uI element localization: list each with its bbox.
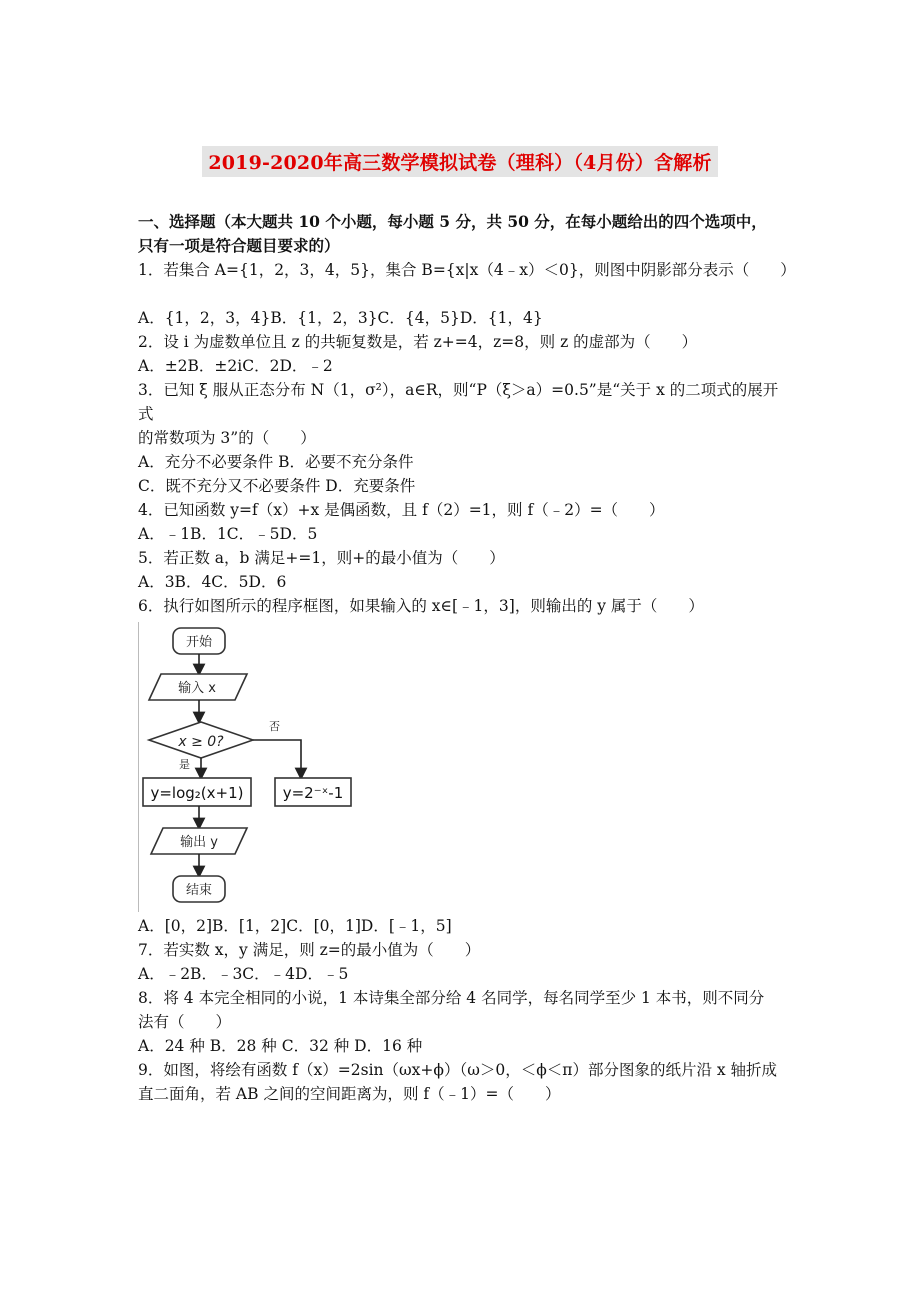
q3-stem-line1: 3．已知 ξ 服从正态分布 N（1，σ²），a∈R，则“P（ξ＞a）=0.5”是“关于 x 的二项式的展开式	[138, 381, 779, 423]
flow-no-label: 否	[269, 720, 280, 733]
document-body	[138, 210, 796, 1106]
flow-yes-box-label: y=log₂(x+1)	[150, 784, 244, 802]
q3-options-line2: C．既不充分又不必要条件 D．充要条件	[138, 477, 416, 495]
q8-options: A．24 种 B．28 种 C．32 种 D．16 种	[138, 1037, 423, 1055]
q7-stem: 7．若实数 x，y 满足，则 z=的最小值为（ ）	[138, 941, 481, 959]
q9-stem-line1: 9．如图，将绘有函数 f（x）=2sin（ωx+ϕ）（ω＞0，＜ϕ＜π）部分图象的纸片沿 x 轴折成	[138, 1061, 778, 1079]
flow-output-label: 输出 y	[180, 835, 218, 850]
q5-options: A．3B．4C．5D．6	[138, 573, 287, 591]
q8-stem-line1: 8．将 4 本完全相同的小说，1 本诗集全部分给 4 名同学，每名同学至少 1 本书，则不同分	[138, 989, 765, 1007]
q3-stem-line2: 的常数项为 3”的（ ）	[138, 429, 316, 447]
q8-stem-line2: 法有（ ）	[138, 1013, 232, 1031]
flow-input-label: 输入 x	[178, 681, 216, 696]
q4-options: A．﹣1B．1C．﹣5D．5	[138, 525, 318, 543]
q4-stem: 4．已知函数 y=f（x）+x 是偶函数，且 f（2）=1，则 f（﹣2）=（ ）	[138, 501, 665, 519]
q3-options-line1: A．充分不必要条件 B．必要不充分条件	[138, 453, 414, 471]
q5-stem: 5．若正数 a，b 满足+=1，则+的最小值为（ ）	[138, 549, 505, 567]
flowchart-svg	[139, 622, 359, 912]
flow-decision-label: x ≥ 0?	[178, 734, 224, 750]
document-title-wrap	[0, 146, 920, 177]
q6-stem: 6．执行如图所示的程序框图，如果输入的 x∈[﹣1，3]，则输出的 y 属于（ ）	[138, 597, 704, 615]
q6-options: A．[0，2]B．[1，2]C．[0，1]D．[﹣1，5]	[138, 917, 452, 935]
document-title: 2019-2020年高三数学模拟试卷（理科）（4月份）含解析	[202, 146, 717, 177]
flow-no-box-label: y=2⁻ˣ-1	[282, 784, 344, 802]
section-heading-line2: 只有一项是符合题目要求的）	[138, 236, 340, 255]
flowchart	[138, 622, 359, 912]
flow-yes-label: 是	[179, 758, 190, 771]
q1-options: A．{1，2，3，4}B．{1，2，3}C．{4，5}D．{1，4}	[138, 309, 543, 327]
q2-stem: 2．设 i 为虚数单位且 z 的共轭复数是，若 z+=4，z=8，则 z 的虚部为（ ）	[138, 333, 698, 351]
q1-stem: 1．若集合 A={1，2，3，4，5}，集合 B={x|x（4﹣x）＜0}，则图中阴影部分表示（ ）	[138, 261, 796, 279]
flow-start-label: 开始	[185, 635, 213, 650]
flow-end-label: 结束	[185, 883, 213, 898]
q2-options: A．±2B．±2iC．2D．﹣2	[138, 357, 333, 375]
q9-stem-line2: 直二面角，若 AB 之间的空间距离为，则 f（﹣1）=（ ）	[138, 1085, 561, 1103]
q1-gap	[138, 282, 788, 306]
q7-options: A．﹣2B．﹣3C．﹣4D．﹣5	[138, 965, 349, 983]
section-heading-line1: 一、选择题（本大题共 10 个小题，每小题 5 分，共 50 分，在每小题给出的四个选项中，	[138, 212, 767, 231]
